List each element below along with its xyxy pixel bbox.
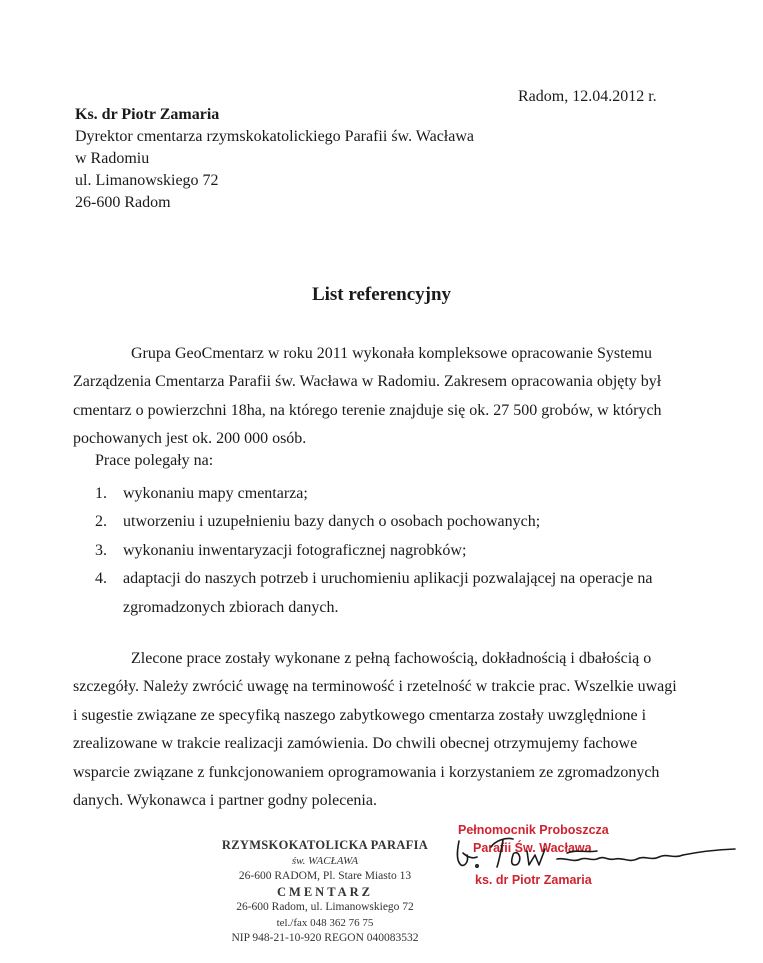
paragraph-line: cmentarz o powierzchni 18ha, na którego terenie znajduje się ok. 27 500 grobów, w których bbox=[73, 401, 662, 419]
paragraph-line: danych. Wykonawca i partner godny polecenia. bbox=[73, 792, 377, 810]
list-number: 1. bbox=[95, 485, 107, 502]
stamp-line: św. WACŁAWA bbox=[291, 854, 359, 867]
list-item-text: utworzeniu i uzupełnieniu bazy danych o osobach pochowanych; bbox=[123, 513, 541, 531]
proxy-stamp-line: ks. dr Piotr Zamaria bbox=[475, 873, 592, 887]
paragraph-line: pochowanych jest ok. 200 000 osób. bbox=[73, 430, 307, 448]
list-item bbox=[95, 565, 653, 622]
paragraph-intro bbox=[73, 340, 673, 454]
paragraph-line: Zarządzenia Cmentarza Parafii św. Wacława w Radomiu. Zakresem opracowania objęty był bbox=[73, 373, 662, 391]
list-item bbox=[95, 480, 653, 508]
proxy-stamp-line: Parafii Św. Wacława bbox=[473, 841, 592, 855]
letter-date: Radom, 12.04.2012 r. bbox=[518, 88, 657, 105]
stamp-line: 26-600 RADOM, Pl. Stare Miasto 13 bbox=[238, 870, 412, 882]
sender-line: 26-600 Radom bbox=[75, 194, 171, 211]
paragraph-line: Zlecone prace zostały wykonane z pełną fachowością, dokładnością i dbałością o bbox=[131, 650, 652, 667]
paragraph-line: wsparcie związane z funkcjonowaniem oprogramowania i korzystaniem ze zgromadzonych bbox=[73, 763, 660, 781]
list-item-text: wykonaniu mapy cmentarza; bbox=[123, 485, 308, 502]
list-number: 2. bbox=[95, 513, 107, 531]
stamp-line: CMENTARZ bbox=[277, 884, 373, 899]
sender-line: w Radomiu bbox=[75, 150, 150, 167]
sender-name: Ks. dr Piotr Zamaria bbox=[75, 106, 220, 123]
sender-block bbox=[75, 104, 474, 214]
stamp-line: tel./fax 048 362 76 75 bbox=[276, 916, 374, 929]
list-item bbox=[95, 508, 653, 536]
handwritten-signature bbox=[447, 803, 737, 878]
paragraph-line: i sugestie związane ze specyfiką naszego zabytkowego cmentarza zostały uwzględnione i bbox=[73, 706, 647, 724]
paragraph-closing bbox=[73, 645, 693, 815]
list-item-text: wykonaniu inwentaryzacji fotograficznej nagrobków; bbox=[123, 541, 467, 559]
paragraph-line: Grupa GeoCmentarz w roku 2011 wykonała kompleksowe opracowanie Systemu bbox=[131, 345, 653, 362]
sender-line: Dyrektor cmentarza rzymskokatolickiego Parafii św. Wacława bbox=[75, 128, 474, 145]
list-item-text: zgromadzonych zbiorach danych. bbox=[123, 598, 339, 616]
list-number: 4. bbox=[95, 570, 107, 588]
work-list bbox=[95, 480, 653, 622]
letter-title: List referencyjny bbox=[311, 284, 452, 305]
parish-stamp bbox=[212, 838, 438, 947]
paragraph-line: szczegóły. Należy zwrócić uwagę na terminowość i rzetelność w trakcie prac. Wszelkie uwagi bbox=[73, 678, 677, 696]
list-item-text: adaptacji do naszych potrzeb i uruchomieniu aplikacji pozwalającej na operacje na bbox=[123, 570, 653, 588]
work-list-intro: Prace polegały na: bbox=[95, 452, 214, 469]
paragraph-line: zrealizowane w trakcie realizacji zamówienia. Do chwili obecnej otrzymujemy fachowe bbox=[73, 735, 638, 753]
list-number: 3. bbox=[95, 541, 107, 559]
proxy-stamp-line: Pełnomocnik Proboszcza bbox=[458, 823, 609, 837]
stamp-line: NIP 948-21-10-920 REGON 040083532 bbox=[231, 932, 419, 944]
sender-line: ul. Limanowskiego 72 bbox=[75, 172, 219, 189]
stamp-line: 26-600 Radom, ul. Limanowskiego 72 bbox=[236, 901, 414, 913]
stamp-line: RZYMSKOKATOLICKA PARAFIA bbox=[221, 838, 429, 852]
list-item bbox=[95, 537, 653, 565]
